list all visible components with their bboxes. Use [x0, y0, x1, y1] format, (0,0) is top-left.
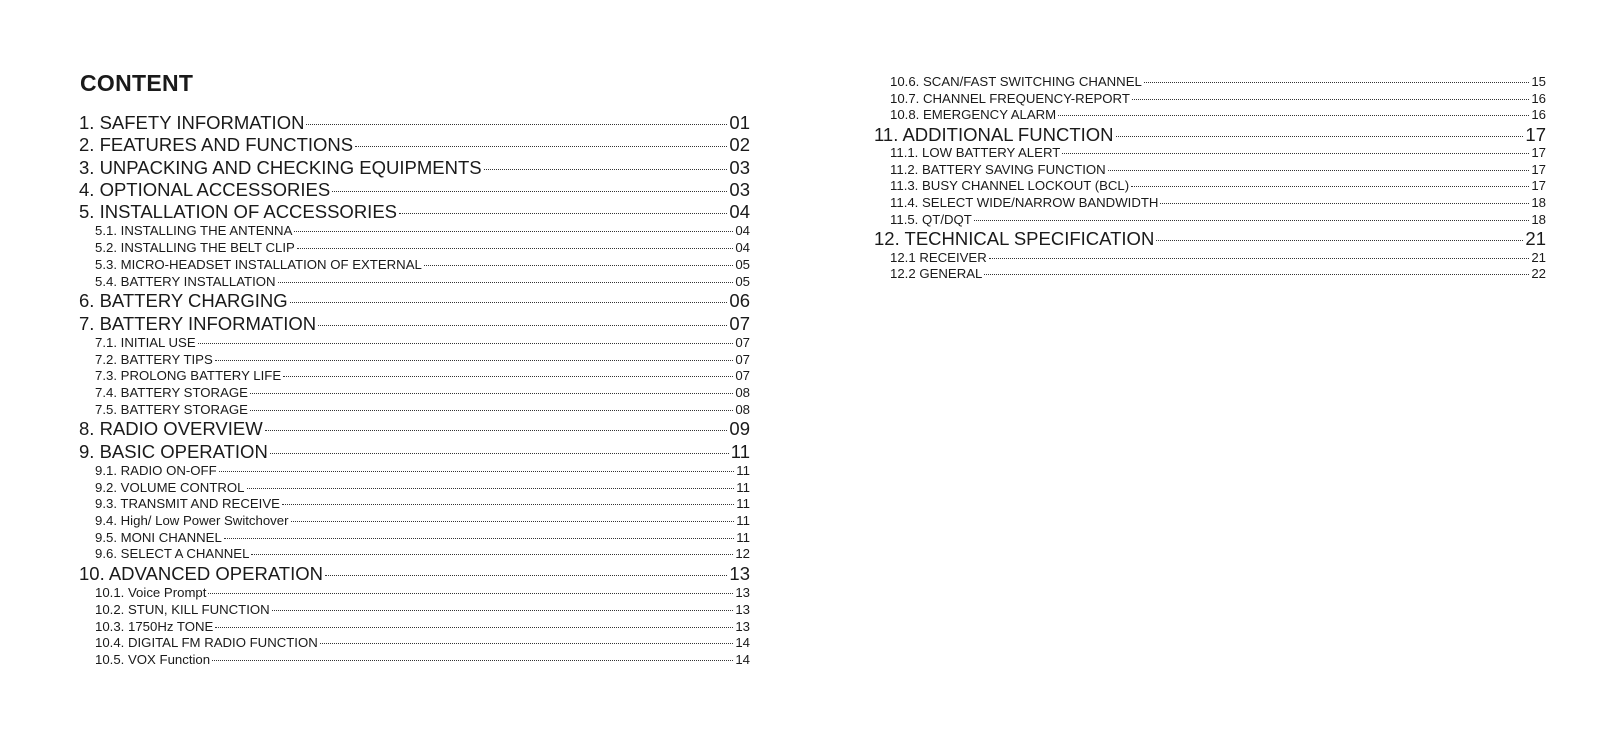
toc-entry-title: 4. OPTIONAL ACCESSORIES: [79, 178, 331, 200]
dot-leader: [1108, 170, 1530, 171]
dot-leader: [212, 660, 733, 661]
toc-page-number: 13: [735, 585, 750, 601]
dot-leader: [984, 274, 1529, 275]
toc-section-entry[interactable]: [79, 201, 750, 223]
toc-section-entry[interactable]: [79, 313, 750, 335]
dot-leader: [278, 282, 734, 283]
toc-subsection-entry[interactable]: [874, 107, 1546, 124]
toc-page-number: 11: [736, 496, 750, 512]
toc-page-number: 21: [1531, 249, 1546, 265]
toc-section-entry[interactable]: [79, 157, 750, 179]
toc-page-number: 08: [735, 401, 750, 417]
toc-entry-title: 7. BATTERY INFORMATION: [79, 312, 317, 334]
toc-page-number: 14: [735, 635, 750, 651]
toc-entry-title: 1. SAFETY INFORMATION: [79, 112, 305, 133]
toc-page-number: 04: [735, 223, 750, 239]
toc-page-number: 17: [1531, 145, 1546, 161]
toc-page-number: 16: [1531, 90, 1546, 106]
toc-entry-title: 3. UNPACKING AND CHECKING EQUIPMENTS: [79, 156, 482, 178]
dot-leader: [294, 231, 733, 232]
toc-page-number: 06: [729, 290, 750, 312]
toc-entry-title: 12.1 RECEIVER: [890, 249, 987, 265]
toc-page-number: 07: [729, 312, 750, 334]
toc-subsection-entry[interactable]: [79, 402, 750, 419]
toc-entry-title: 11. ADDITIONAL FUNCTION: [874, 123, 1114, 145]
dot-leader: [1156, 240, 1523, 241]
toc-entry-title: 12. TECHNICAL SPECIFICATION: [874, 228, 1155, 250]
dot-leader: [332, 191, 727, 192]
toc-section-entry[interactable]: [79, 134, 750, 156]
toc-page-number: 22: [1531, 266, 1546, 282]
dot-leader: [989, 258, 1530, 259]
toc-page-number: 13: [735, 601, 750, 617]
dot-leader: [250, 410, 733, 411]
toc-page-number: 03: [729, 178, 750, 200]
dot-leader: [208, 593, 733, 594]
dot-leader: [484, 169, 728, 170]
toc-entry-title: 7.3. PROLONG BATTERY LIFE: [95, 368, 282, 384]
toc-subsection-entry[interactable]: [874, 250, 1546, 267]
toc-subsection-entry[interactable]: [79, 257, 750, 274]
toc-entry-title: 12.2 GENERAL: [890, 266, 983, 282]
dot-leader: [318, 325, 727, 326]
toc-subsection-entry[interactable]: [79, 385, 750, 402]
toc-page-number: 13: [735, 618, 750, 634]
dot-leader: [291, 521, 735, 522]
toc-entry-title: 7.1. INITIAL USE: [95, 334, 196, 350]
toc-subsection-entry[interactable]: [79, 602, 750, 619]
dot-leader: [251, 554, 733, 555]
toc-subsection-entry[interactable]: [79, 585, 750, 602]
toc-page-number: 12: [735, 546, 750, 562]
toc-section-entry[interactable]: [79, 563, 750, 585]
toc-entry-title: 10.5. VOX Function: [95, 652, 211, 668]
toc-entry-title: 9.1. RADIO ON-OFF: [95, 462, 217, 478]
toc-subsection-entry[interactable]: [79, 496, 750, 513]
toc-entry-title: 9.5. MONI CHANNEL: [95, 529, 222, 545]
toc-entry-title: 10.1. Voice Prompt: [95, 585, 207, 601]
dot-leader: [272, 610, 734, 611]
dot-leader: [282, 504, 734, 505]
toc-page-number: 16: [1531, 107, 1546, 123]
toc-subsection-entry[interactable]: [874, 91, 1546, 108]
toc-page-number: 01: [729, 112, 750, 133]
toc-section-entry[interactable]: [79, 418, 750, 440]
toc-entry-title: 5.3. MICRO-HEADSET INSTALLATION OF EXTERNAL: [95, 256, 422, 272]
toc-subsection-entry[interactable]: [874, 145, 1546, 162]
toc-entry-title: 5. INSTALLATION OF ACCESSORIES: [79, 201, 398, 223]
toc-subsection-entry[interactable]: [79, 652, 750, 669]
dot-leader: [306, 124, 727, 125]
toc-section-entry[interactable]: [874, 124, 1546, 146]
toc-entry-title: 7.2. BATTERY TIPS: [95, 351, 213, 367]
toc-page-number: 18: [1531, 211, 1546, 227]
toc-subsection-entry[interactable]: [874, 178, 1546, 195]
toc-page-number: 04: [735, 240, 750, 256]
dot-leader: [297, 248, 733, 249]
toc-page-number: 07: [735, 334, 750, 350]
dot-leader: [215, 627, 733, 628]
toc-subsection-entry[interactable]: [79, 463, 750, 480]
toc-subsection-entry[interactable]: [79, 368, 750, 385]
toc-entry-title: 10.6. SCAN/FAST SWITCHING CHANNEL: [890, 74, 1142, 89]
dot-leader: [290, 302, 728, 303]
dot-leader: [224, 538, 735, 539]
toc-page-number: 21: [1525, 228, 1546, 250]
dot-leader: [219, 471, 735, 472]
toc-page-number: 11: [736, 479, 750, 495]
dot-leader: [250, 393, 733, 394]
toc-section-entry[interactable]: [79, 179, 750, 201]
toc-entry-title: 9.6. SELECT A CHANNEL: [95, 546, 250, 562]
toc-page-number: 11: [736, 512, 750, 528]
toc-page-number: 02: [729, 134, 750, 156]
toc-entry-title: 10.8. EMERGENCY ALARM: [890, 107, 1057, 123]
dot-leader: [1132, 99, 1529, 100]
toc-entry-title: 5.4. BATTERY INSTALLATION: [95, 273, 276, 289]
toc-page-number: 14: [735, 652, 750, 668]
toc-page-number: 04: [729, 201, 750, 223]
dot-leader: [974, 220, 1529, 221]
toc-page-number: 18: [1531, 195, 1546, 211]
dot-leader: [399, 213, 727, 214]
dot-leader: [247, 488, 735, 489]
dot-leader: [198, 343, 734, 344]
toc-subsection-entry[interactable]: [79, 240, 750, 257]
toc-entry-title: 10.3. 1750Hz TONE: [95, 618, 214, 634]
dot-leader: [320, 643, 734, 644]
toc-entry-title: 11.5. QT/DQT: [890, 211, 972, 227]
toc-entry-title: 5.1. INSTALLING THE ANTENNA: [95, 223, 293, 239]
toc-entry-title: 11.3. BUSY CHANNEL LOCKOUT (BCL): [890, 178, 1130, 194]
toc-entry-title: 11.4. SELECT WIDE/NARROW BANDWIDTH: [890, 195, 1159, 211]
dot-leader: [265, 430, 728, 431]
toc-subsection-entry[interactable]: [79, 546, 750, 563]
toc-entry-title: 10.7. CHANNEL FREQUENCY-REPORT: [890, 90, 1130, 106]
toc-entry-title: 8. RADIO OVERVIEW: [79, 418, 263, 440]
toc-entry-title: 9.3. TRANSMIT AND RECEIVE: [95, 496, 280, 512]
toc-subsection-entry[interactable]: [79, 619, 750, 636]
toc-entry-title: 7.4. BATTERY STORAGE: [95, 384, 248, 400]
toc-page-number: 17: [1531, 161, 1546, 177]
toc-page-number: 03: [729, 156, 750, 178]
toc-page-number: 05: [735, 256, 750, 272]
toc-page-number: 05: [735, 273, 750, 289]
dot-leader: [1116, 136, 1524, 137]
toc-entry-title: 11.1. LOW BATTERY ALERT: [890, 145, 1061, 161]
toc-subsection-entry[interactable]: [79, 513, 750, 530]
toc-subsection-entry[interactable]: [79, 480, 750, 497]
dot-leader: [1144, 82, 1529, 83]
dot-leader: [215, 360, 734, 361]
dot-leader: [1062, 153, 1529, 154]
toc-subsection-entry[interactable]: [79, 274, 750, 291]
toc-entry-title: 6. BATTERY CHARGING: [79, 290, 288, 312]
dot-leader: [1160, 203, 1529, 204]
toc-page-number: 15: [1531, 74, 1546, 89]
dot-leader: [325, 575, 727, 576]
toc-entry-title: 7.5. BATTERY STORAGE: [95, 401, 248, 417]
toc-page-number: 09: [729, 418, 750, 440]
toc-page-number: 08: [735, 384, 750, 400]
toc-section-entry[interactable]: [79, 441, 750, 463]
toc-page-number: 13: [729, 562, 750, 584]
toc-entry-title: 11.2. BATTERY SAVING FUNCTION: [890, 161, 1106, 177]
toc-page-number: 17: [1531, 178, 1546, 194]
toc-subsection-entry[interactable]: [79, 223, 750, 240]
toc-page-number: 11: [736, 462, 750, 478]
toc-page-number: 17: [1525, 123, 1546, 145]
toc-left-column: [79, 112, 750, 669]
toc-subsection-entry[interactable]: [79, 352, 750, 369]
dot-leader: [1058, 115, 1529, 116]
toc-entry-title: 9. BASIC OPERATION: [79, 440, 268, 462]
toc-section-entry[interactable]: [79, 290, 750, 312]
toc-entry-title: 9.2. VOLUME CONTROL: [95, 479, 245, 495]
toc-subsection-entry[interactable]: [874, 162, 1546, 179]
toc-page-number: 07: [735, 368, 750, 384]
toc-section-entry[interactable]: [874, 228, 1546, 250]
toc-subsection-entry[interactable]: [79, 635, 750, 652]
dot-leader: [283, 376, 733, 377]
toc-right-column: [874, 74, 1546, 283]
toc-page-number: 07: [735, 351, 750, 367]
toc-section-entry[interactable]: [79, 112, 750, 134]
toc-page-number: 11: [730, 440, 750, 462]
toc-entry-title: 10.4. DIGITAL FM RADIO FUNCTION: [95, 635, 318, 651]
toc-subsection-entry[interactable]: [79, 530, 750, 547]
toc-entry-title: 9.4. High/ Low Power Switchover: [95, 512, 289, 528]
dot-leader: [424, 265, 734, 266]
dot-leader: [1131, 186, 1529, 187]
toc-subsection-entry[interactable]: [874, 266, 1546, 283]
toc-page-number: 11: [736, 529, 750, 545]
dot-leader: [355, 146, 727, 147]
toc-entry-title: 10. ADVANCED OPERATION: [79, 562, 323, 584]
toc-entry-title: 2. FEATURES AND FUNCTIONS: [79, 134, 354, 156]
toc-subsection-entry[interactable]: [874, 195, 1546, 212]
toc-entry-title: 5.2. INSTALLING THE BELT CLIP: [95, 240, 295, 256]
toc-subsection-entry[interactable]: [874, 212, 1546, 229]
dot-leader: [270, 453, 729, 454]
toc-entry-title: 10.2. STUN, KILL FUNCTION: [95, 601, 270, 617]
page-title: CONTENT: [80, 70, 194, 96]
toc-subsection-entry[interactable]: [79, 335, 750, 352]
toc-subsection-entry[interactable]: [874, 74, 1546, 91]
